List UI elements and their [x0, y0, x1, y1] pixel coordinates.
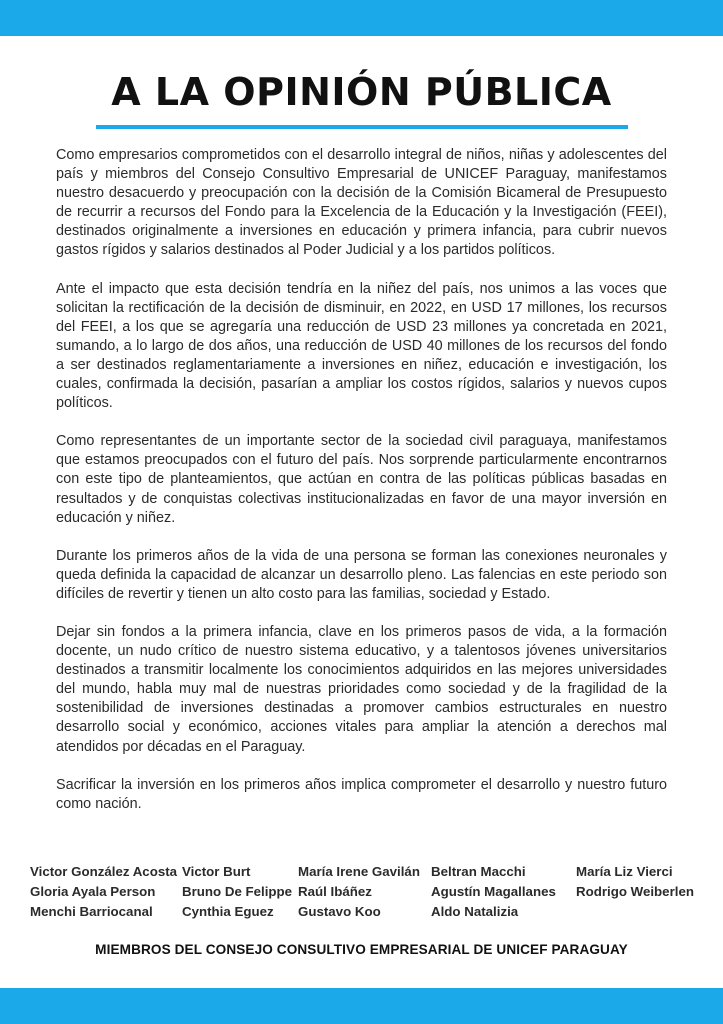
- signatory-name: Agustín Magallanes: [431, 884, 556, 899]
- signatory-column: [182, 862, 292, 922]
- signatory-column: [576, 862, 694, 902]
- paragraph: Como empresarios comprometidos con el desarrollo integral de niños, niñas y adolescentes del país y miembros del Consejo Consultivo Empresarial de UNICEF Paraguay, manifestamos nuestro desacuerdo y preocupación con la decisión de la Comisión Bicameral de Presupuesto de recurrir a recursos del Fondo para la Excelencia de la Educación y la Investigación (FEEI), destinados originalmente a inversiones en educación y primera infancia, para cubrir nuevos gastos rígidos y salarios destinados al Poder Judicial y a los partidos políticos.: [56, 147, 667, 259]
- signatory-name: Bruno De Felippe: [182, 884, 293, 899]
- title-underline: [96, 125, 628, 129]
- signatory-column: [431, 862, 556, 922]
- page-title: A LA OPINIÓN PÚBLICA: [111, 70, 612, 114]
- signatory-name: María Liz Vierci: [576, 864, 673, 879]
- signatory-column: [30, 862, 177, 922]
- bottom-color-band: [0, 988, 723, 1024]
- signatory-name: Victor Burt: [182, 864, 251, 879]
- paragraph: Durante los primeros años de la vida de una persona se forman las conexiones neuronales y queda definida la capacidad de alcanzar un desarrollo pleno. Las falencias en este periodo son difíciles de revertir y tienen un alto costo para las familias, sociedad y Estado.: [56, 547, 667, 602]
- paragraph: Dejar sin fondos a la primera infancia, clave en los primeros pasos de vida, a la formación docente, un nudo crítico de nuestro sistema educativo, y a talentosos jóvenes universitarios destinados a transmitir localmente los conocimientos adquiridos en las mejores universidades del mundo, habla muy mal de nuestras prioridades como sociedad y de la fragilidad de la sostenibilidad de inversiones destinadas a promover cambios estructurales en nuestro desarrollo social y económico, acciones vitales para ampliar la atención a derechos mal atendidos por décadas en el Paraguay.: [56, 623, 667, 755]
- signatory-name: Aldo Natalizia: [431, 904, 519, 919]
- signatory-name: Raúl Ibáñez: [298, 884, 372, 899]
- signatory-name: Cynthia Eguez: [182, 904, 274, 919]
- paragraph: Ante el impacto que esta decisión tendría en la niñez del país, nos unimos a las voces que solicitan la rectificación de la decisión de disminuir, en 2022, en USD 17 millones, los recursos del FEEI, a los que se agregaría una reducción de USD 23 millones ya concretada en 2021, sumando, a lo largo de dos años, una reducción de USD 40 millones de los recursos del fondo a ser destinados reglamentariamente a inversiones en niñez, educación e investigación, los cuales, confirmada la decisión, pasarían a ampliar los costos rígidos, salarios y nuevos cupos políticos.: [56, 280, 667, 412]
- paragraph: Sacrificar la inversión en los primeros años implica comprometer el desarrollo y nuestro futuro como nación.: [56, 776, 667, 812]
- signatory-name: Menchi Barriocanal: [30, 904, 153, 919]
- signatory-column: [298, 862, 420, 922]
- signatory-name: Beltran Macchi: [431, 864, 526, 879]
- signatory-name: María Irene Gavilán: [298, 864, 420, 879]
- letter-body: [56, 146, 667, 833]
- signatory-name: Gloria Ayala Person: [30, 884, 156, 899]
- footer-caption: MIEMBROS DEL CONSEJO CONSULTIVO EMPRESARIAL DE UNICEF PARAGUAY: [95, 942, 628, 957]
- signatory-name: Rodrigo Weiberlen: [576, 884, 694, 899]
- signatory-name: Gustavo Koo: [298, 904, 381, 919]
- signatory-name: Victor González Acosta: [30, 864, 178, 879]
- top-color-band: [0, 0, 723, 36]
- paragraph: Como representantes de un importante sector de la sociedad civil paraguaya, manifestamos que estamos preocupados con el futuro del país. Nos sorprende particularmente encontrarnos con este tipo de planteamientos, que actúan en contra de las políticas públicas basadas en resultados y de conquistas colectivas institucionalizadas en favor de una mayor inversión en educación y niñez.: [56, 433, 667, 526]
